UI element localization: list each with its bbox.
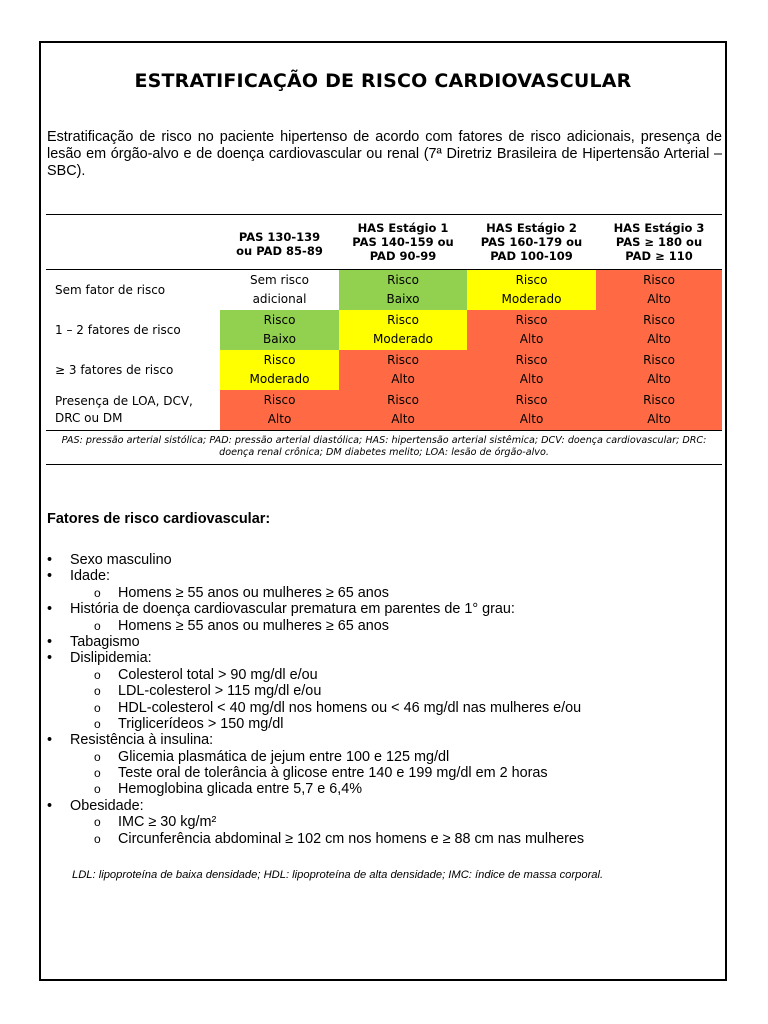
list-item-text: Sexo masculino (70, 552, 172, 568)
risk-cell-line: Risco (643, 393, 675, 407)
risk-cell (467, 270, 596, 311)
risk-cell-line: Risco (515, 393, 548, 407)
sub-list-item-text: HDL-colesterol < 40 mg/dl nos homens ou < 46 mg/dl nas mulheres e/ou (118, 699, 582, 716)
risk-cell (220, 390, 339, 431)
row-label: Sem fator de risco (55, 282, 166, 297)
header-line: PAS ≥ 180 ou (615, 235, 703, 249)
risk-cell-line: Risco (643, 313, 675, 327)
risk-cell-line: Alto (391, 412, 415, 426)
bullet-dot-icon: • (47, 732, 53, 749)
sub-list-item (47, 700, 717, 716)
header-line: PAD 100-109 (490, 249, 573, 263)
risk-cell (220, 310, 339, 350)
sub-list-item (47, 781, 717, 797)
sub-list-item (47, 683, 717, 699)
risk-cell-line: Risco (515, 353, 548, 367)
bullet-dot-icon: • (47, 601, 53, 618)
list-item (47, 650, 717, 666)
list-item-text: Resistência à insulina: (70, 732, 214, 749)
table-body (46, 270, 722, 431)
bullet-dot-icon: • (47, 552, 53, 568)
risk-cell-line: Risco (643, 273, 675, 287)
hollow-circle-icon: o (94, 585, 101, 600)
sub-list-item (47, 814, 717, 830)
risk-cell (339, 350, 467, 390)
sub-list-item-text: IMC ≥ 30 kg/m² (118, 814, 217, 831)
abbreviations-note: LDL: lipoproteína de baixa densidade; HDL: lipoproteína de alta densidade; IMC: índice de massa corporal. (72, 869, 604, 881)
risk-cell-line: Alto (391, 372, 415, 386)
sub-list-item-text: Colesterol total > 90 mg/dl e/ou (118, 666, 318, 683)
header-line: ou PAD 85-89 (236, 244, 323, 258)
header-cell (220, 215, 339, 270)
row-label: Presença de LOA, DCV, DRC ou DM (55, 394, 193, 425)
hollow-circle-icon: o (94, 831, 101, 846)
list-item-text: Idade: (70, 568, 111, 585)
sub-list-item (47, 716, 717, 732)
sub-list-item-text: Homens ≥ 55 anos ou mulheres ≥ 65 anos (118, 617, 389, 634)
header-line: HAS Estágio 1 (357, 221, 449, 235)
header-cell (596, 215, 722, 270)
hollow-circle-icon: o (94, 684, 101, 699)
risk-cell-line: Alto (267, 412, 292, 426)
risk-cell (596, 270, 722, 311)
list-item (47, 568, 717, 584)
risk-cell-line: Risco (387, 273, 419, 287)
risk-cell-line: Risco (387, 393, 419, 407)
sub-list-item-text: Teste oral de tolerância à glicose entre 140 e 199 mg/dl em 2 horas (118, 765, 548, 782)
risk-cell-line: Alto (519, 412, 544, 426)
list-item (47, 552, 717, 568)
factors-list (47, 552, 717, 847)
risk-cell-line: Risco (387, 353, 419, 367)
risk-cell-line: Risco (263, 313, 296, 327)
hollow-circle-icon: o (94, 618, 101, 633)
page-title: ESTRATIFICAÇÃO DE RISCO CARDIOVASCULAR (134, 70, 632, 92)
sub-list-item-text: Hemoglobina glicada entre 5,7 e 6,4% (118, 781, 363, 798)
risk-cell (596, 310, 722, 350)
sub-list-item-text: Homens ≥ 55 anos ou mulheres ≥ 65 anos (118, 584, 389, 601)
sub-list-item (47, 765, 717, 781)
risk-cell-line: Risco (263, 353, 296, 367)
risk-cell (596, 350, 722, 390)
risk-cell-line: Alto (519, 372, 544, 386)
header-cell (339, 215, 467, 270)
sub-list-item-text: LDL-colesterol > 115 mg/dl e/ou (118, 683, 322, 700)
list-item (47, 798, 717, 814)
risk-cell (596, 390, 722, 431)
sub-list-item (47, 585, 717, 601)
header-line: PAS 130-139 (238, 230, 321, 244)
hollow-circle-icon: o (94, 782, 101, 797)
risk-cell-line: Baixo (386, 292, 420, 306)
risk-cell-line: Risco (515, 313, 548, 327)
risk-cell-line: Risco (263, 393, 296, 407)
hollow-circle-icon: o (94, 716, 101, 731)
risk-cell (467, 350, 596, 390)
header-line: HAS Estágio 3 (613, 221, 705, 235)
document-frame (39, 41, 727, 981)
risk-stratification-table (46, 214, 722, 465)
list-item-text: Obesidade: (70, 797, 144, 814)
sub-list-item-text: Circunferência abdominal ≥ 102 cm nos homens e ≥ 88 cm nas mulheres (118, 830, 585, 847)
risk-cell-line: Alto (647, 372, 671, 386)
risk-cell-line: adicional (252, 292, 307, 306)
row-label: ≥ 3 fatores de risco (55, 362, 174, 377)
hollow-circle-icon: o (94, 700, 101, 715)
bullet-dot-icon: • (47, 797, 53, 814)
table-row (46, 350, 722, 390)
table-footnote: PAS: pressão arterial sistólica; PAD: pressão arterial diastólica; HAS: hipertensão arterial sistêmica; DCV: doença cardiovascular; DRC: doença renal crônica; DM diabetes melito; LOA: lesão de órgão-alvo. (46, 431, 722, 465)
table-row (46, 310, 722, 350)
risk-cell-line: Alto (647, 332, 671, 346)
risk-cell-line: Moderado (373, 332, 433, 346)
bullet-dot-icon: • (47, 568, 53, 585)
list-item (47, 601, 717, 617)
sub-list-item-text: Triglicerídeos > 150 mg/dl (118, 715, 284, 732)
list-item-text: História de doença cardiovascular prematura em parentes de 1° grau: (70, 601, 515, 618)
risk-cell (339, 390, 467, 431)
list-item-text: Tabagismo (70, 633, 140, 650)
risk-cell-line: Risco (515, 273, 548, 287)
header-line: PAS 160-179 ou (480, 235, 583, 249)
sub-list-item (47, 618, 717, 634)
intro-paragraph: Estratificação de risco no paciente hipertenso de acordo com fatores de risco adicionais, presença de lesão em órgão-alvo e de doença cardiovascular ou renal (7ª Diretriz Brasileira de Hipertensão Arterial – SBC). (47, 129, 722, 179)
header-line: PAS 140-159 ou (352, 235, 454, 249)
hollow-circle-icon: o (94, 749, 101, 764)
sub-list-item-text: Glicemia plasmática de jejum entre 100 e 125 mg/dl (118, 748, 450, 765)
header-cell (467, 215, 596, 270)
risk-cell (467, 390, 596, 431)
risk-cell-line: Risco (387, 313, 419, 327)
bullet-dot-icon: • (47, 650, 53, 667)
risk-cell (339, 310, 467, 350)
hollow-circle-icon: o (94, 766, 101, 781)
header-line: PAD ≥ 110 (625, 249, 693, 263)
risk-cell-line: Alto (647, 292, 671, 306)
sub-list-item (47, 667, 717, 683)
risk-cell-line: Alto (647, 412, 671, 426)
table-footnote-row (46, 431, 722, 465)
header-empty-cell (46, 215, 220, 270)
sub-list-item (47, 749, 717, 765)
list-item (47, 732, 717, 748)
row-label: 1 – 2 fatores de risco (55, 322, 181, 337)
risk-cell (467, 310, 596, 350)
factors-heading: Fatores de risco cardiovascular: (47, 511, 271, 527)
header-line: PAD 90-99 (369, 249, 437, 263)
risk-cell (339, 270, 467, 311)
risk-cell (220, 270, 339, 311)
bullet-dot-icon: • (47, 633, 53, 650)
table-row (46, 390, 722, 431)
table-header-row (46, 215, 722, 270)
risk-cell (220, 350, 339, 390)
list-item (47, 634, 717, 650)
header-line: HAS Estágio 2 (486, 221, 577, 235)
sub-list-item (47, 831, 717, 847)
list-item-text: Dislipidemia: (70, 650, 152, 667)
risk-cell-line: Baixo (263, 332, 296, 346)
risk-cell-line: Moderado (249, 372, 310, 386)
hollow-circle-icon: o (94, 667, 101, 682)
risk-cell-line: Sem risco (250, 273, 309, 287)
risk-cell-line: Risco (643, 353, 675, 367)
table-row (46, 270, 722, 311)
risk-cell-line: Moderado (501, 292, 562, 306)
hollow-circle-icon: o (94, 815, 101, 830)
risk-cell-line: Alto (519, 332, 544, 346)
